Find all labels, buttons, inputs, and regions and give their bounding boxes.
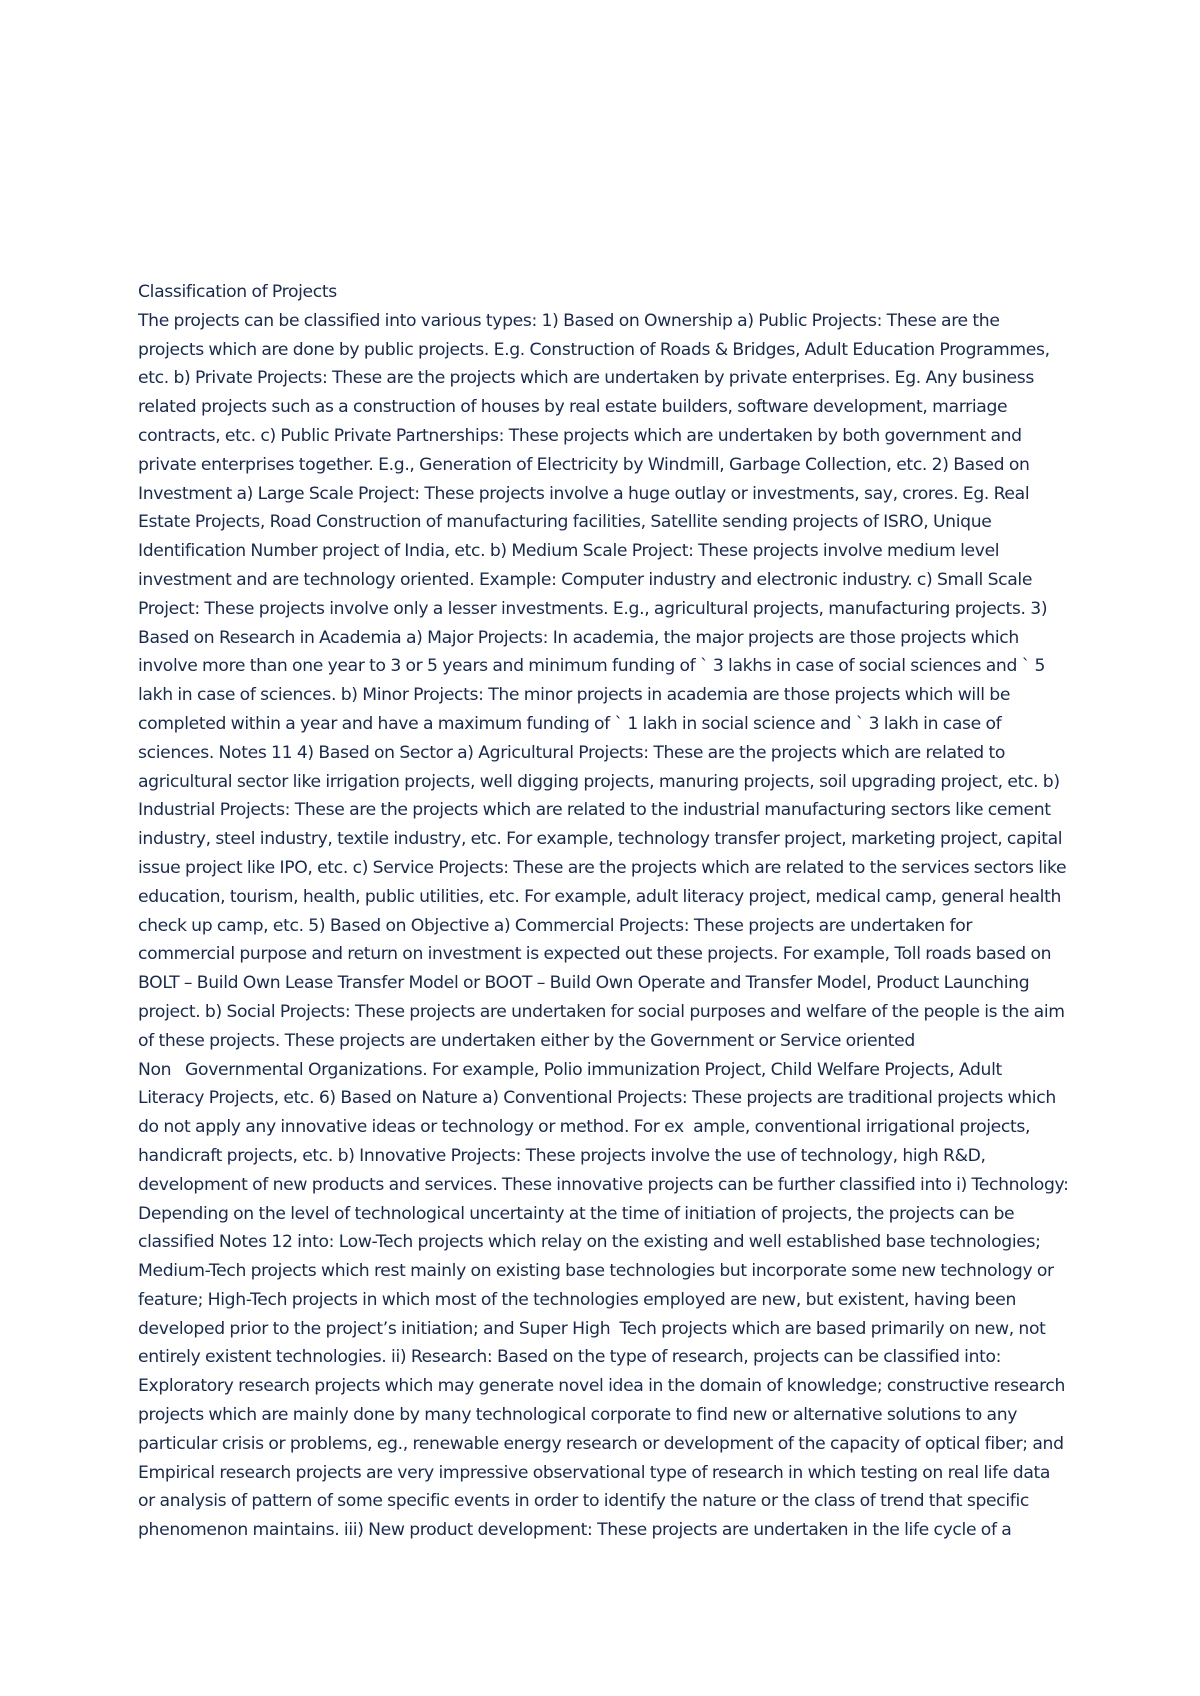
paragraph-line: Industrial Projects: These are the projects which are related to the industrial manufacturing sectors like cement <box>138 800 1051 821</box>
paragraph-line: project. b) Social Projects: These projects are undertaken for social purposes and welfare of the people is the aim <box>138 1001 1065 1022</box>
paragraph-line: commercial purpose and return on investment is expected out these projects. For example, Toll roads based on <box>138 944 1052 965</box>
paragraph-line: Literacy Projects, etc. 6) Based on Nature a) Conventional Projects: These projects are traditional projects which <box>138 1088 1056 1109</box>
paragraph-line: Exploratory research projects which may generate novel idea in the domain of knowledge; constructive research <box>138 1376 1066 1397</box>
paragraph-line: etc. b) Private Projects: These are the projects which are undertaken by private enterprises. Eg. Any business <box>138 368 1034 389</box>
paragraph-line: issue project like IPO, etc. c) Service Projects: These are the projects which are related to the services sectors like <box>138 857 1067 878</box>
paragraph-line: Project: These projects involve only a lesser investments. E.g., agricultural projects, manufacturing projects. 3) <box>138 598 1048 619</box>
paragraph-line: investment and are technology oriented. Example: Computer industry and electronic industry. c) Small Scale <box>138 569 1033 590</box>
paragraph-line: projects which are mainly done by many technological corporate to find new or alternative solutions to any <box>138 1405 1018 1426</box>
paragraph-line: Non Governmental Organizations. For example, Polio immunization Project, Child Welfare Projects, Adult <box>138 1059 1002 1080</box>
paragraph-line: developed prior to the project’s initiation; and Super High Tech projects which are based primarily on new, not <box>138 1318 1046 1339</box>
paragraph-line: agricultural sector like irrigation projects, well digging projects, manuring projects, soil upgrading project, etc. b) <box>138 771 1060 792</box>
paragraph-line: contracts, etc. c) Public Private Partnerships: These projects which are undertaken by both government and <box>138 425 1022 446</box>
paragraph-line: handicraft projects, etc. b) Innovative Projects: These projects involve the use of technology, high R&D, <box>138 1145 986 1166</box>
paragraph-line: Empirical research projects are very impressive observational type of research in which testing on real life data <box>138 1462 1051 1483</box>
paragraph-line: lakh in case of sciences. b) Minor Projects: The minor projects in academia are those projects which will be <box>138 685 1011 706</box>
paragraph-line: completed within a year and have a maximum funding of ` 1 lakh in social science and ` 3 lakh in case of <box>138 713 1002 734</box>
paragraph-line: entirely existent technologies. ii) Research: Based on the type of research, projects can be classified into: <box>138 1347 1002 1368</box>
paragraph-line: Medium-Tech projects which rest mainly on existing base technologies but incorporate some new technology or <box>138 1261 1054 1282</box>
paragraph-line: classified Notes 12 into: Low-Tech projects which relay on the existing and well established base technologies; <box>138 1232 1041 1253</box>
document-body <box>138 278 1118 1545</box>
paragraph-line: Investment a) Large Scale Project: These projects involve a huge outlay or investments, say, crores. Eg. Real <box>138 483 1030 504</box>
paragraph-line: Identification Number project of India, etc. b) Medium Scale Project: These projects involve medium level <box>138 541 1000 562</box>
paragraph-lines <box>138 307 1118 1545</box>
paragraph-line: involve more than one year to 3 or 5 years and minimum funding of ` 3 lakhs in case of social sciences and ` 5 <box>138 656 1046 677</box>
paragraph-line: Based on Research in Academia a) Major Projects: In academia, the major projects are those projects which <box>138 627 1019 648</box>
paragraph-line: sciences. Notes 11 4) Based on Sector a) Agricultural Projects: These are the projects which are related to <box>138 742 1006 763</box>
document-title: Classification of Projects <box>138 282 337 302</box>
paragraph-line: private enterprises together. E.g., Generation of Electricity by Windmill, Garbage Collection, etc. 2) Based on <box>138 454 1030 475</box>
paragraph-line: related projects such as a construction of houses by real estate builders, software development, marriage <box>138 397 1008 418</box>
paragraph-line: or analysis of pattern of some specific events in order to identify the nature or the class of trend that specific <box>138 1491 1029 1512</box>
paragraph-line: Depending on the level of technological uncertainty at the time of initiation of projects, the projects can be <box>138 1203 1015 1224</box>
paragraph-line: BOLT – Build Own Lease Transfer Model or BOOT – Build Own Operate and Transfer Model, Product Launching <box>138 973 1030 994</box>
paragraph-line: phenomenon maintains. iii) New product development: These projects are undertaken in the life cycle of a <box>138 1520 1012 1541</box>
paragraph-line: development of new products and services. These innovative projects can be further classified into i) Technology: <box>138 1174 1069 1195</box>
paragraph-line: education, tourism, health, public utilities, etc. For example, adult literacy project, medical camp, general health <box>138 886 1061 907</box>
paragraph-line: The projects can be classified into various types: 1) Based on Ownership a) Public Projects: These are the <box>138 310 1000 331</box>
paragraph-line: feature; High-Tech projects in which most of the technologies employed are new, but existent, having been <box>138 1289 1017 1310</box>
paragraph-line: projects which are done by public projects. E.g. Construction of Roads & Bridges, Adult Education Programmes, <box>138 339 1050 360</box>
paragraph-line: of these projects. These projects are undertaken either by the Government or Service oriented <box>138 1030 915 1051</box>
paragraph-line: industry, steel industry, textile industry, etc. For example, technology transfer project, marketing project, capital <box>138 829 1063 850</box>
paragraph-line: Estate Projects, Road Construction of manufacturing facilities, Satellite sending projects of ISRO, Unique <box>138 512 992 533</box>
paragraph-line: particular crisis or problems, eg., renewable energy research or development of the capacity of optical fiber; and <box>138 1433 1064 1454</box>
paragraph-line: do not apply any innovative ideas or technology or method. For ex ample, conventional irrigational projects, <box>138 1117 1031 1138</box>
paragraph-line: check up camp, etc. 5) Based on Objective a) Commercial Projects: These projects are undertaken for <box>138 915 973 936</box>
